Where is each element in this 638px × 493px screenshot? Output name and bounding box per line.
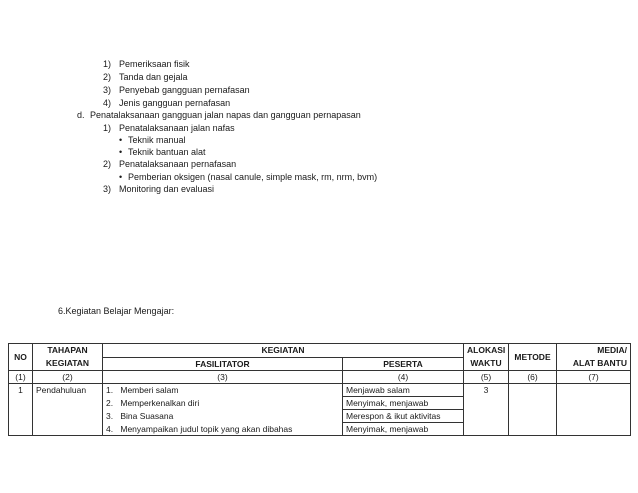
- header-alokasi-2: WAKTU: [464, 357, 509, 371]
- row-metode: [509, 384, 557, 436]
- table-row: [9, 384, 631, 397]
- header-alokasi: ALOKASI: [464, 344, 509, 358]
- fasilitator-activity: 2. Memperkenalkan diri: [103, 397, 343, 410]
- header-media: MEDIA/: [557, 344, 631, 358]
- row-media: [557, 384, 631, 436]
- section-title: 6.Kegiatan Belajar Mengajar:: [58, 306, 175, 316]
- header-media-2: ALAT BANTU: [557, 357, 631, 371]
- outline-bullet: • Teknik bantuan alat: [119, 147, 206, 157]
- peserta-activity: Merespon & ikut aktivitas: [343, 410, 464, 423]
- outline-bullet: • Pemberian oksigen (nasal canule, simple mask, rm, nrm, bvm): [119, 172, 378, 182]
- index-cell: (3): [103, 371, 343, 384]
- header-no: NO: [9, 344, 33, 371]
- row-tahapan: Pendahuluan: [33, 384, 103, 436]
- header-peserta: PESERTA: [343, 357, 464, 371]
- fasilitator-activity: 4. Menyampaikan judul topik yang akan dibahas: [103, 423, 343, 436]
- peserta-activity: Menyimak, menjawab: [343, 397, 464, 410]
- peserta-activity: Menjawab salam: [343, 384, 464, 397]
- fasilitator-activity: 1. Memberi salam: [103, 384, 343, 397]
- peserta-activity: Menyimak, menjawab: [343, 423, 464, 436]
- header-tahapan: TAHAPAN: [33, 344, 103, 358]
- outline-item: 3) Penyebab gangguan pernafasan: [103, 85, 250, 95]
- outline-item: 1) Pemeriksaan fisik: [103, 59, 190, 69]
- outline-bullet: • Teknik manual: [119, 135, 186, 145]
- outline-item: 2) Tanda dan gejala: [103, 72, 188, 82]
- outline-subitem: 3) Monitoring dan evaluasi: [103, 184, 215, 194]
- row-no: 1: [9, 384, 33, 436]
- outline-subitem: 1) Penatalaksanaan jalan nafas: [103, 123, 235, 133]
- fasilitator-activity: 3. Bina Suasana: [103, 410, 343, 423]
- table-index-row: [9, 371, 631, 384]
- learning-activities-table: [8, 343, 631, 436]
- index-cell: (7): [557, 371, 631, 384]
- header-kegiatan: KEGIATAN: [103, 344, 464, 358]
- index-cell: (2): [33, 371, 103, 384]
- table-header-row: [9, 344, 631, 358]
- outline-item: 4) Jenis gangguan pernafasan: [103, 98, 231, 108]
- header-fasilitator: FASILITATOR: [103, 357, 343, 371]
- outline-section-d: d. Penatalaksanaan gangguan jalan napas dan gangguan pernapasan: [77, 110, 361, 120]
- index-cell: (6): [509, 371, 557, 384]
- index-cell: (1): [9, 371, 33, 384]
- row-alokasi: 3: [464, 384, 509, 436]
- header-metode: METODE: [509, 344, 557, 371]
- header-tahapan-2: KEGIATAN: [33, 357, 103, 371]
- index-cell: (4): [343, 371, 464, 384]
- index-cell: (5): [464, 371, 509, 384]
- outline-subitem: 2) Penatalaksanaan pernafasan: [103, 159, 237, 169]
